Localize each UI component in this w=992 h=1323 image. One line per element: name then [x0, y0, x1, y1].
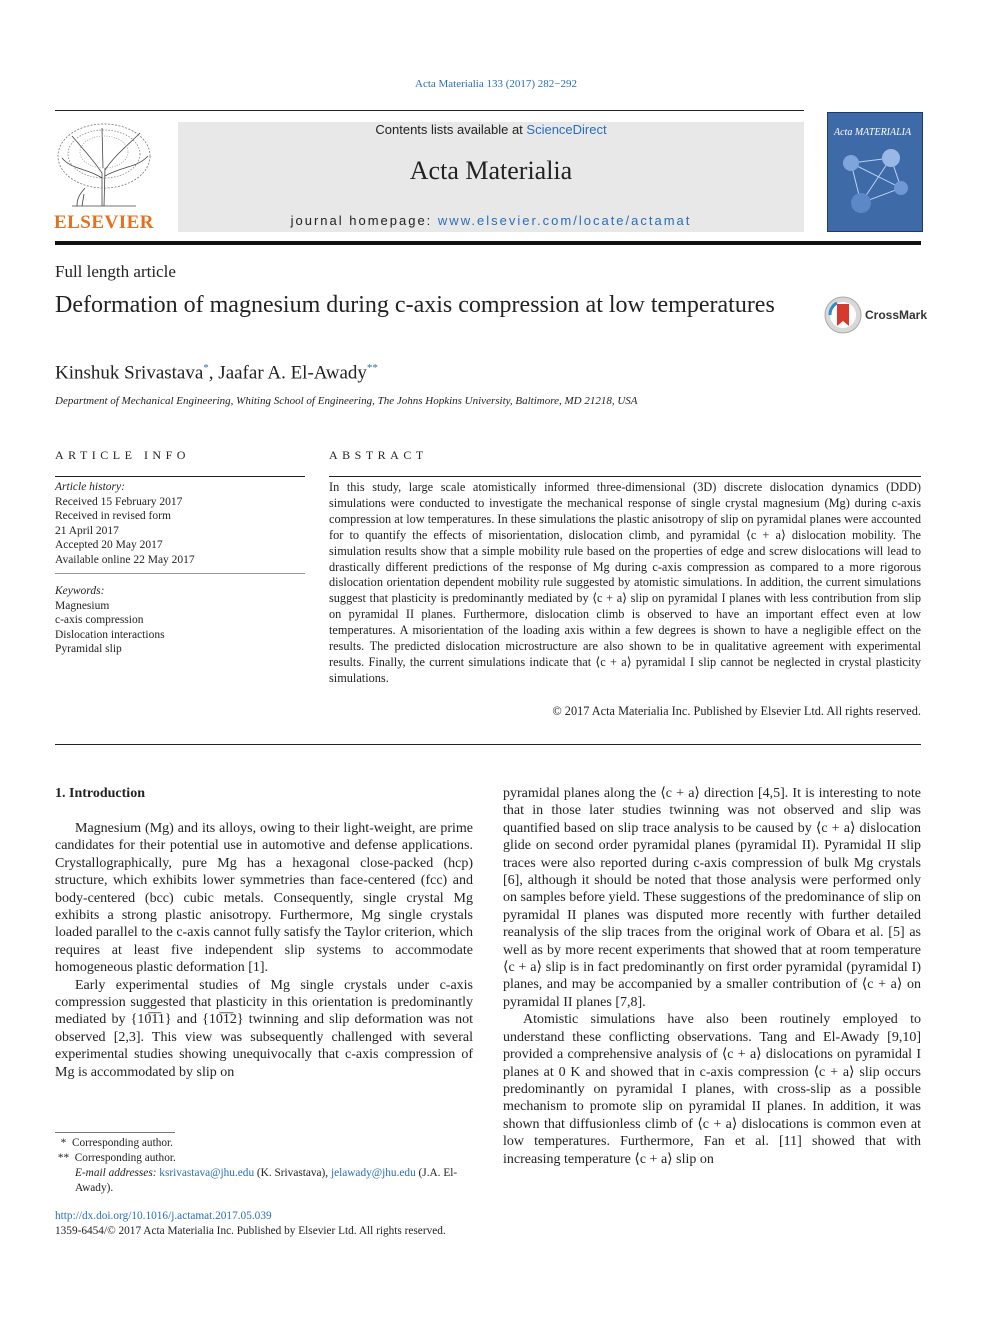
- history-item: 21 April 2017: [55, 524, 119, 537]
- body-paragraph: Early experimental studies of Mg single crystals under c-axis compression suggested that plasticity in this orientation is predominantly mediated by {10̅1̅1} and {10̅1̅2} twinning and slip deformation was not observed [2,3]. This view was subsequently challenged with several experimental studies showing unequivocally that c-axis compression of Mg is accommodated by slip on: [55, 977, 473, 1080]
- keywords-rule: [55, 573, 305, 574]
- keyword: c-axis compression: [55, 614, 144, 626]
- crossmark-label: CrossMark: [865, 308, 928, 322]
- keywords-block: [55, 584, 305, 657]
- author-name[interactable]: Jaafar A. El-Awady: [218, 362, 367, 384]
- email-label: E-mail addresses:: [75, 1167, 160, 1179]
- article-title: Deformation of magnesium during c-axis compression at low temperatures: [55, 292, 775, 318]
- body-paragraph: Atomistic simulations have also been routinely employed to understand these conflicting observations. Tang and El-Awady [9,10] provided a comprehensive analysis of ⟨c + a⟩ dislocations on pyramidal I planes at 0 K and showed that in c-axis compression ⟨c + a⟩ slip occurs predominantly on pyramidal I planes, with cross-slip as a possible mechanism to promote slip on pyramidal II planes. In addition, it was shown that diffusionless climb of ⟨c + a⟩ dislocations is common even at low temperatures. Furthermore, Fan et al. [11] showed that with increasing temperature ⟨c + a⟩ slip on: [503, 1012, 921, 1167]
- body-left-column: [55, 820, 473, 1081]
- contents-line: [178, 122, 804, 137]
- crossmark-icon: [824, 296, 862, 334]
- history-item: Available online 22 May 2017: [55, 553, 195, 566]
- body-paragraph: Magnesium (Mg) and its alloys, owing to their light-weight, are prime candidates for their potential use in automotive and defense applications. Crystallographically, pure Mg has a hexagonal close-packed (hcp) structure, which exhibits lower symmetries than face-centered (fcc) and body-centered (bcc) cubic metals. Consequently, single crystal Mg exhibits a strong plastic anisotropy. Furthermore, Mg single crystals loaded parallel to the c-axis cannot fully satisfy the Taylor criterion, which requires at least five independent slip systems to accommodate homogeneous plastic deformation [1].: [55, 821, 473, 976]
- journal-homepage: [178, 213, 804, 228]
- article-info-rule: [55, 476, 305, 477]
- author-footnote-mark[interactable]: *: [203, 362, 209, 374]
- header-thick-rule: [55, 241, 921, 245]
- keywords-label: Keywords:: [55, 585, 105, 597]
- footnote-corresponding: ** Corresponding author.: [55, 1152, 176, 1164]
- author-footnote-mark[interactable]: **: [366, 362, 378, 374]
- contents-prefix: Contents lists available at: [375, 122, 527, 137]
- abstract-copyright: © 2017 Acta Materialia Inc. Published by Elsevier Ltd. All rights reserved.: [552, 704, 921, 718]
- doi-line: [55, 1210, 272, 1222]
- elsevier-logo-text: ELSEVIER: [53, 212, 155, 233]
- footnotes: [55, 1136, 473, 1196]
- journal-citation[interactable]: [0, 78, 992, 90]
- history-item: Received 15 February 2017: [55, 495, 183, 508]
- footnote-corresponding: * Corresponding author.: [55, 1137, 173, 1149]
- journal-name: Acta Materialia: [409, 156, 573, 185]
- article-info-heading: ARTICLE INFO: [55, 448, 190, 462]
- body-paragraph: pyramidal planes along the ⟨c + a⟩ direction [4,5]. It is interesting to note that in those later studies twinning was not observed and slip was quantified based on slip trace analysis to be caused by ⟨c + a⟩ dislocation glide on second order pyramidal planes (pyramidal II). Pyramidal II slip traces were also reported during c-axis compression of bulk Mg crystals [6], although it should be noted that those analysis were performed only on samples before yield. These suggestions of the predominance of slip on pyramidal II planes was disputed more recently with further detailed reanalysis of the slip traces from the original work of Obara et al. [5] as well as by more recent experiments that showed that at room temperature ⟨c + a⟩ slip is in fact predominantly on first order pyramidal (pyramidal I) planes, and may be accompanied by a smaller contribution of ⟨c + a⟩ on pyramidal II planes [7,8].: [503, 786, 921, 1010]
- citation-link[interactable]: Acta Materialia 133 (2017) 282−292: [415, 78, 577, 90]
- author-list: [55, 362, 378, 384]
- history-item: Received in revised form: [55, 510, 171, 522]
- email-owner: (J.A. El-Awady).: [75, 1167, 458, 1194]
- history-item: Accepted 20 May 2017: [55, 539, 163, 551]
- crossmark-button[interactable]: [824, 296, 928, 336]
- abstract-bottom-rule: [55, 744, 921, 745]
- article-history: [55, 480, 305, 567]
- article-type: Full length article: [55, 262, 176, 281]
- footnote-emails: [55, 1166, 473, 1196]
- email-owner: (K. Srivastava),: [254, 1167, 331, 1179]
- author-separator: ,: [208, 362, 219, 384]
- abstract-rule: [329, 476, 921, 477]
- author-affiliation: Department of Mechanical Engineering, Whiting School of Engineering, The Johns Hopkins University, Baltimore, MD 21218, USA: [55, 395, 638, 407]
- abstract-text: In this study, large scale atomistically informed three-dimensional (3D) discrete dislocation dynamics (DDD) simulations were conducted to investigate the mechanical response of single crystal magnesium (Mg) during c-axis compression at low temperatures. In these simulations the plastic anisotropy of slip on pyramidal planes were accounted for to quantify the effects of misorientation, dislocation climb, and pyramidal ⟨c + a⟩ dislocation mobility. The simulation results show that a simple mobility rule based on the properties of edge and screw dislocations will lead to drastically different predictions of the response of Mg during c-axis compression as compared to a more rigorous dislocation orientation dependent mobility rule suggested by atomistic simulations. In addition, the current simulations suggest that plasticity is predominantly mediated by ⟨c + a⟩ slip on pyramidal I planes with less contribution from slip on pyramidal II planes. Furthermore, dislocation climb is observed to have an important effect even at low temperatures. A misorientation of the loading axis within a few degrees is shown to have a negligible effect on the results. The predicted dislocation microstructure are also shown to be in qualitative agreement with experimental results. Finally, the current simulations indicate that ⟨c + a⟩ pyramidal I slip cannot be neglected in crystal plasticity simulations.: [329, 480, 921, 685]
- cover-graphic: [836, 143, 914, 223]
- cover-title: Acta MATERIALIA: [834, 127, 912, 138]
- body-right-column: [503, 785, 921, 1168]
- author-name[interactable]: Kinshuk Srivastava: [55, 362, 204, 384]
- issn-line: 1359-6454/© 2017 Acta Materialia Inc. Published by Elsevier Ltd. All rights reserved.: [55, 1225, 446, 1237]
- email-link[interactable]: ksrivastava@jhu.edu: [159, 1167, 255, 1179]
- sciencedirect-link[interactable]: ScienceDirect: [526, 122, 607, 137]
- keyword: Dislocation interactions: [55, 628, 165, 641]
- keyword: Pyramidal slip: [55, 643, 122, 655]
- keyword: Magnesium: [55, 599, 110, 612]
- history-label: Article history:: [55, 481, 125, 493]
- footnote-rule: [55, 1132, 175, 1133]
- journal-cover-image[interactable]: [827, 112, 923, 232]
- abstract-heading: ABSTRACT: [329, 448, 428, 462]
- email-link[interactable]: jelawady@jhu.edu: [330, 1167, 416, 1179]
- homepage-link[interactable]: www.elsevier.com/locate/actamat: [437, 213, 692, 228]
- header-rule: [55, 110, 804, 111]
- homepage-prefix: journal homepage:: [290, 213, 438, 228]
- doi-link[interactable]: http://dx.doi.org/10.1016/j.actamat.2017.05.039: [55, 1210, 272, 1222]
- section-heading-introduction: 1. Introduction: [55, 786, 145, 801]
